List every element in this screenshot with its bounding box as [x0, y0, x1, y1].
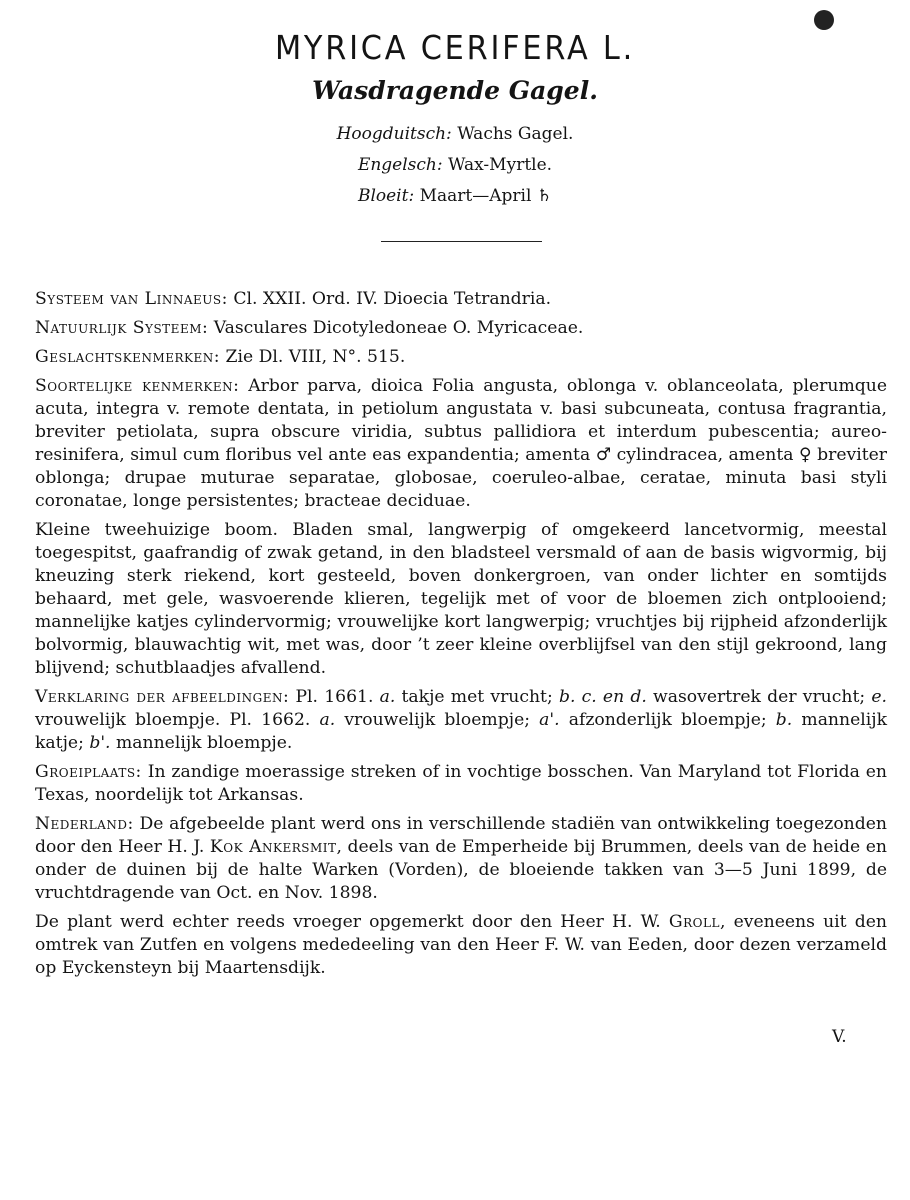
section-label: Systeem van Linnaeus: [35, 289, 228, 309]
name-label: Engelsch: [357, 155, 443, 175]
author-initial: V. [832, 1027, 847, 1047]
section-text: vrouwelijk bloempje; [335, 710, 540, 730]
section-netherlands [35, 813, 887, 905]
section-habitat [35, 761, 887, 807]
section-text: mannelijk katje; [35, 710, 887, 753]
section-text: afzonderlijk bloempje; [559, 710, 776, 730]
section-closing [35, 911, 887, 980]
section-label: Soortelijke kenmerken: [35, 376, 240, 396]
figure-ref: b. [775, 710, 793, 730]
section-text: vrouwelijk bloempje. Pl. 1662. [35, 710, 320, 730]
section-text: De afgebeelde plant werd ons in verschillende stadiën van ontwikkeling toegezonden door den Heer H. J. [35, 814, 887, 857]
section-label: Groeiplaats: [35, 762, 142, 782]
figure-ref: a'. [539, 710, 560, 730]
section-genus [35, 346, 887, 369]
figure-ref: e. [871, 687, 887, 707]
name-label: Bloeit: [357, 186, 415, 206]
person-name: Kok Ankersmit [209, 837, 337, 857]
name-german [0, 124, 910, 144]
divider-rule [381, 241, 542, 242]
section-text: takje met vrucht; [395, 687, 559, 707]
section-species [35, 375, 887, 513]
section-text: De plant werd echter reeds vroeger opgemerkt door den Heer H. W. [35, 912, 669, 932]
section-description: Kleine tweehuizige boom. Bladen smal, langwerpig of omgekeerd lancetvormig, meestal toegespitst, gaafrandig of zwak getand, in den bladsteel versmald of aan de basis wigvormig, bij kneuzing sterk riekend, kort gesteeld, boven donkergroen, van onder lichter en somtijds behaard, met gele, wasvoerende klieren, tegelijk met of voor de bloemen zich ontplooiend; mannelijke katjes cylindervormig; vrouwelijke kort langwerpig; vruchtjes bij rijpheid afzonderlijk bolvormig, blauwachtig wit, met was, door ’t zeer kleine overblijfsel van den stijl gekroond, lang blijvend; schutblaadjes afvallend. [35, 520, 887, 678]
figure-ref: b. c. en d. [558, 687, 647, 707]
section-text: mannelijk bloempje. [110, 733, 293, 753]
section-text: Zie Dl. VIII, N°. 515. [220, 347, 406, 367]
name-value: Wax-Myrtle. [448, 155, 553, 175]
section-text: , eveneens uit den omtrek van Zutfen en volgens mededeeling van den Heer F. W. van Eeden, door dezen verzameld op Eyckensteyn bij Maartensdijk. [35, 912, 887, 978]
section-label: Nederland: [35, 814, 134, 834]
section-figures [35, 686, 887, 755]
name-label: Hoogduitsch: [336, 124, 452, 144]
page-title: MYRICA CERIFERA L. [274, 28, 636, 67]
person-name: Groll [668, 912, 720, 932]
ink-speck [814, 10, 834, 30]
name-value: Maart—April ♄ [419, 186, 553, 206]
name-bloom [0, 186, 910, 206]
section-text: Vasculares Dicotyledoneae O. Myricaceae. [208, 318, 584, 338]
section-text: , deels van de Emperheide bij Brummen, deels van de heide en onder de duinen bij de halte Warken (Vorden), de bloeiende takken van 3—5 Juni 1899, de vruchtdragende van Oct. en Nov. 1898. [35, 837, 887, 903]
section-label: Verklaring der afbeeldingen: [35, 687, 290, 707]
name-value: Wachs Gagel. [457, 124, 574, 144]
section-text: In zandige moerassige streken of in vochtige bosschen. Van Maryland tot Florida en Texas, noordelijk tot Arkansas. [35, 762, 887, 805]
section-linnaeus [35, 288, 887, 311]
section-natural-system [35, 317, 887, 340]
section-text: Cl. XXII. Ord. IV. Dioecia Tetrandria. [227, 289, 552, 309]
section-label: Geslachtskenmerken: [35, 347, 221, 367]
figure-ref: a. [319, 710, 336, 730]
section-text: wasovertrek der vrucht; [646, 687, 872, 707]
section-text: Arbor parva, dioica Folia angusta, oblonga v. oblanceolata, plerumque acuta, integra v. remote dentata, in petiolum angustata v. basi subcuneata, contusa fragrantia, breviter petiolata, supra obscure viridia, subtus pallidiora et interdum pubescentia; aureo-resinifera, simul cum floribus vel ante eas expandentia; amenta ♂ cylindracea, amenta ♀ breviter oblonga; drupae muturae separatae, globosae, coeruleo-albae, ceratae, minuta basi styli coronatae, longe persistentes; bracteae deciduae. [35, 376, 887, 511]
figure-ref: a. [379, 687, 396, 707]
section-label: Natuurlijk Systeem: [35, 318, 209, 338]
figure-ref: b'. [89, 733, 111, 753]
section-text: Pl. 1661. [289, 687, 380, 707]
name-english [0, 155, 910, 175]
page-subtitle: Wasdragende Gagel. [312, 76, 598, 105]
body-text [35, 288, 887, 986]
